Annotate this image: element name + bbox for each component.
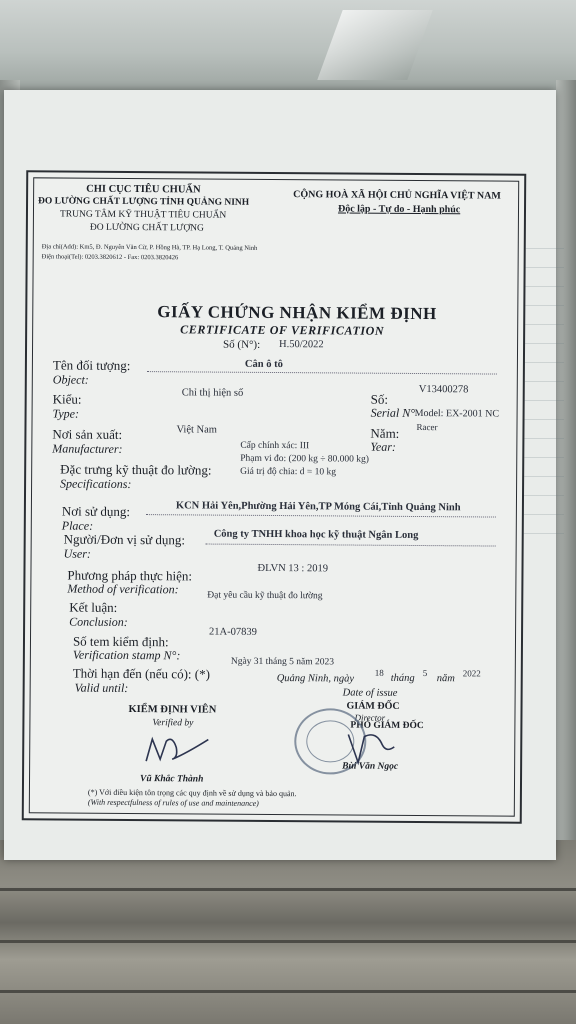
certificate-title-en: CERTIFICATE OF VERIFICATION xyxy=(180,322,385,338)
spec-label-en: Specifications: xyxy=(60,476,132,492)
verification-certificate xyxy=(22,170,527,823)
number-label: Số (N°): xyxy=(223,338,261,351)
spec-value-1: Cấp chính xác: III xyxy=(240,440,310,452)
issue-place-date-prefix: Quảng Ninh, ngày xyxy=(276,673,355,685)
manufacturer-label: Nơi sản xuất: xyxy=(52,426,123,442)
issue-month-word: tháng xyxy=(390,672,415,684)
object-value: Cân ô tô xyxy=(244,358,283,371)
user-label: Người/Đơn vị sử dụng: xyxy=(63,531,186,548)
certificate-inner-border xyxy=(29,177,519,816)
valid-until-label: Thời hạn đến (nếu có): (*) xyxy=(72,665,211,682)
spec-value-3: Giá trị độ chia: d = 10 kg xyxy=(240,466,337,478)
director-title: GIÁM ĐỐC xyxy=(346,700,400,712)
valid-until-label-en: Valid until: xyxy=(74,680,129,695)
number-value: H.50/2022 xyxy=(279,339,324,351)
republic-line-1: CỘNG HOÀ XÃ HỘI CHỦ NGHĨA VIỆT NAM xyxy=(293,189,501,202)
user-label-en: User: xyxy=(63,546,91,561)
conclusion-value: Đạt yêu cầu kỹ thuật đo lường xyxy=(207,590,323,602)
type-label: Kiểu: xyxy=(52,391,82,407)
year-label-en: Year: xyxy=(370,439,396,454)
sill-groove xyxy=(0,940,576,943)
director-name: Bùi Văn Ngọc xyxy=(342,761,399,772)
valid-until-value: Ngày 31 tháng 5 năm 2023 xyxy=(230,656,335,668)
object-label: Tên đối tượng: xyxy=(52,357,131,373)
window-sill xyxy=(0,840,576,1024)
object-label-en: Object: xyxy=(52,372,89,387)
deputy-director-title: PHÓ GIÁM ĐỐC xyxy=(350,720,424,732)
issue-year: 2022 xyxy=(462,668,481,679)
issue-date-en: Date of issue xyxy=(342,687,398,699)
place-value: KCN Hải Yên,Phường Hải Yên,TP Móng Cái,Tỉnh Quảng Ninh xyxy=(175,500,461,514)
method-label: Phương pháp thực hiện: xyxy=(67,567,193,584)
inspector-signature xyxy=(142,733,212,767)
agency-line-1: CHI CỤC TIÊU CHUẨN xyxy=(86,183,201,196)
place-label-en: Place: xyxy=(61,518,94,533)
manufacturer-value: Việt Nam xyxy=(176,424,217,436)
spec-label: Đặc trưng kỹ thuật đo lường: xyxy=(60,461,212,478)
inspector-title-en: Verified by xyxy=(152,718,194,729)
agency-address: Địa chỉ(Add): Km5, Đ. Nguyễn Văn Cừ, P. Hồng Hà, TP. Hạ Long, T. Quảng Ninh xyxy=(41,243,258,252)
republic-line-2: Độc lập - Tự do - Hạnh phúc xyxy=(337,203,461,216)
issue-year-word: năm xyxy=(436,673,455,685)
stamp-number-value: 21A-07839 xyxy=(209,626,257,638)
inspector-title: KIỂM ĐỊNH VIÊN xyxy=(128,703,217,716)
sill-groove xyxy=(0,888,576,891)
serial-label-en: Serial N° xyxy=(370,405,416,420)
inspector-name: Vũ Khắc Thành xyxy=(139,774,204,785)
agency-line-2: ĐO LƯỜNG CHẤT LƯỢNG TỈNH QUẢNG NINH xyxy=(38,196,250,208)
sill-groove xyxy=(0,990,576,993)
window-glass xyxy=(0,0,576,95)
type-value: Chỉ thị hiện số xyxy=(181,387,244,399)
stamp-number-label: Số tem kiểm định: xyxy=(72,633,169,650)
conclusion-label: Kết luận: xyxy=(69,599,118,615)
agency-phone: Điện thoại(Tel): 0203.3820612 - Fax: 0203.3820426 xyxy=(41,253,179,262)
serial-value: V13400278 xyxy=(418,384,469,396)
model-value: Model: EX-2001 NC xyxy=(414,407,500,420)
footnote-en: (With respectfulness of rules of use and maintenance) xyxy=(87,797,259,808)
method-value: ĐLVN 13 : 2019 xyxy=(257,562,329,575)
type-label-en: Type: xyxy=(52,406,80,421)
user-value: Công ty TNHH khoa học kỹ thuật Ngân Long xyxy=(213,528,419,542)
issue-day: 18 xyxy=(374,667,384,678)
agency-line-3: TRUNG TÂM KỸ THUẬT TIÊU CHUẨN xyxy=(59,209,227,221)
conclusion-label-en: Conclusion: xyxy=(69,614,128,629)
place-label: Nơi sử dụng: xyxy=(61,503,131,519)
issue-month: 5 xyxy=(422,668,428,679)
footnote-vn: (*) Với điều kiện tôn trọng các quy định về sử dụng và bảo quản. xyxy=(87,787,297,799)
director-title-en: Director xyxy=(354,712,386,723)
year-label: Năm: xyxy=(370,425,400,441)
agency-line-4: ĐO LƯỜNG CHẤT LƯỢNG xyxy=(89,222,204,234)
manufacturer-label-en: Manufacturer: xyxy=(52,441,123,456)
racer-value: Racer xyxy=(416,421,438,433)
stamp-number-label-en: Verification stamp N°: xyxy=(72,647,181,663)
certificate-title-vn: GIẤY CHỨNG NHẬN KIỂM ĐỊNH xyxy=(157,302,437,324)
serial-label: Số: xyxy=(370,391,389,407)
method-label-en: Method of verification: xyxy=(67,581,179,597)
spec-value-2: Phạm vi đo: (200 kg ÷ 80.000 kg) xyxy=(240,453,370,465)
